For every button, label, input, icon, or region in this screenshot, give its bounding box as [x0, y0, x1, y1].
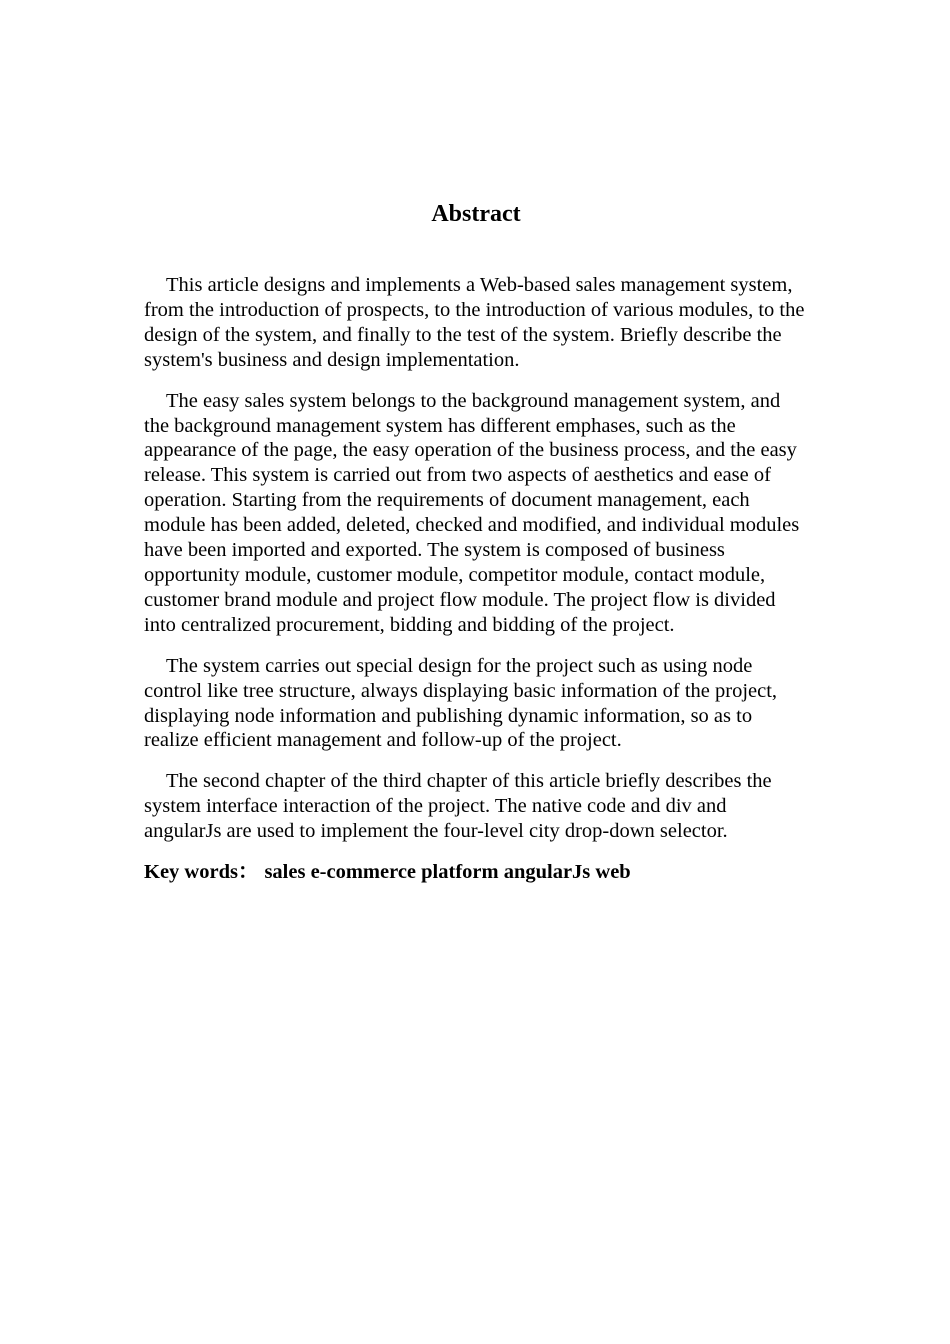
abstract-paragraph-3: The system carries out special design for the project such as using node control like tree structure, always displaying basic information of the project, displaying node information and publishing dynamic information, so as to realize efficient management and follow-up of the project.	[144, 654, 778, 752]
abstract-title: Abstract	[431, 201, 521, 227]
abstract-paragraph-2: The easy sales system belongs to the background management system, and the background management system has different emphases, such as the appearance of the page, the easy operation of the business process, and the easy release. This system is carried out from two aspects of aesthetics and ease of operation. Starting from the requirements of document management, each module has been added, deleted, checked and modified, and individual modules have been imported and exported. The system is composed of business opportunity module, customer module, competitor module, contact module, customer brand module and project flow module. The project flow is divided into centralized procurement, bidding and bidding of the project.	[144, 389, 800, 636]
abstract-paragraph-1: This article designs and implements a Web-based sales management system, from the introduction of prospects, to the introduction of various modules, to the design of the system, and finally to the test of the system. Briefly describe the system's business and design implementation.	[144, 274, 805, 371]
keywords-label: Key words：	[144, 861, 259, 884]
keywords-line	[144, 860, 808, 885]
document-page	[144, 196, 808, 885]
abstract-paragraph-4: The second chapter of the third chapter of this article briefly describes the system interface interaction of the project. The native code and div and angularJs are used to implement the four-level city drop-down selector.	[144, 770, 772, 843]
keywords-value: sales e-commerce platform angularJs web	[264, 861, 631, 884]
